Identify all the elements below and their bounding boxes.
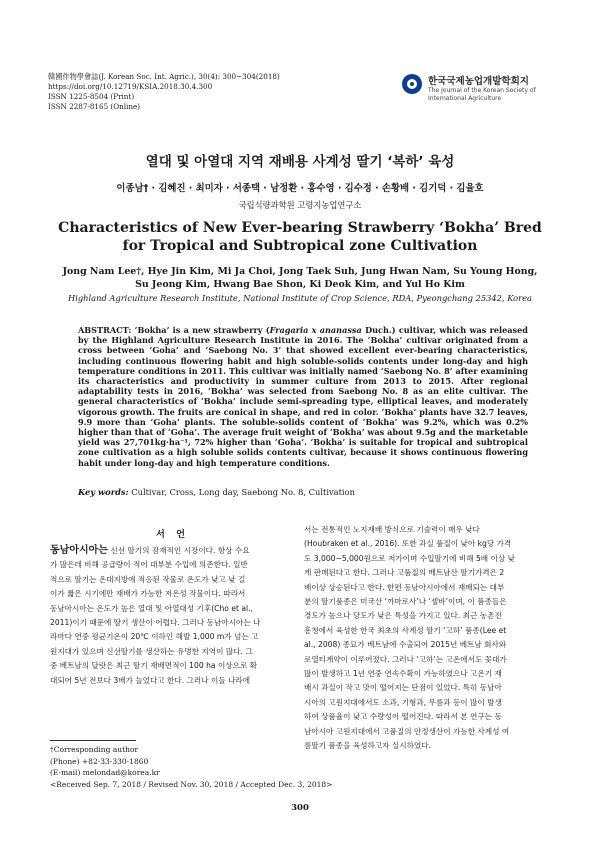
- abstract-label: ABSTRACT:: [78, 325, 132, 335]
- body-line: 분의 딸기품종은 미국산 ‘까마로사’나 ‘셀바’이며, 이 품종들은: [304, 597, 507, 607]
- body-line: 동남아시아는 온도가 높은 열대 및 아열대성 기후(Cho et al.,: [50, 603, 253, 613]
- body-line: 중 베트남의 달랏은 최근 딸기 재배면적이 100 ha 이상으로 확: [50, 661, 258, 671]
- author-phone: (Phone) +82-33-330-1860: [50, 756, 149, 766]
- society-name-korean: 한국국제농업개발학회지: [428, 76, 529, 87]
- citation-block: [48, 72, 280, 112]
- keywords: [78, 487, 528, 497]
- society-name-english: The Journal of the Korean Society of International Agriculture: [428, 87, 536, 102]
- species-name: Fragaria x ananassa: [269, 325, 362, 335]
- english-affiliation: Highland Agriculture Research Institute, National Institute of Crop Science, RDA, Pyeongchang 25342, Korea: [67, 293, 533, 303]
- english-authors-line: Su Jeong Kim, Hwang Bae Shon, Ki Deok Kim, and Yul Ho Kim: [135, 278, 465, 290]
- keywords-text: Cultivar, Cross, Long day, Saebong No. 8, Cultivation: [131, 487, 355, 497]
- journal-citation: 韓國作物學會誌(J. Korean Soc. Int. Agric.), 30(4): 300~304(2018): [48, 72, 280, 81]
- body-line: 원지대가 있으며 신선딸기를 생산하는 유명한 지역이 많다. 그: [50, 646, 253, 656]
- body-line: 대되어 5년 전보다 3배가 늘었다고 한다. 그러나 이들 나라에: [50, 675, 251, 685]
- body-line: al., 2008) 종묘가 베트남에 수출되어 2015년 베트남 회사와: [304, 640, 507, 650]
- abstract: [78, 325, 528, 468]
- right-column: [304, 523, 552, 754]
- body-line: 도 3,000~5,000원으로 저가이며 수입딸기에 비해 5배 이상 낮: [304, 553, 515, 563]
- english-authors: [0, 266, 600, 291]
- body-line: 많이 발생하고 1년 연중 연속수확이 가능하였으나 고온기 재: [304, 669, 502, 679]
- body-line: 하여 상품율이 낮고 수량성이 떨어진다. 따라서 본 연구는 동: [304, 712, 502, 722]
- korean-authors: 이종남† · 김혜진 · 최미자 · 서종택 · 남정환 · 홍수영 · 김수정 · 손황배 · 김기덕 · 김율호: [116, 183, 484, 194]
- left-column: [50, 544, 298, 688]
- body-line: 시아의 고원지대에서도 소과, 기형과, 무름과 등이 많이 발생: [304, 697, 502, 707]
- body-line: 배시 과실이 작고 맛이 떨어지는 단점이 있었다. 특히 동남아: [304, 683, 502, 693]
- english-title-line: Characteristics of New Ever-bearing Strawberry ‘Bokha’ Bred: [58, 220, 542, 236]
- body-line: 경도가 높으나 당도가 낮은 특성을 가지고 있다. 최근 농촌진: [304, 611, 502, 621]
- body-line: 가 많은데 비해 공급량이 적어 대부분 수입에 의존한다. 일반: [50, 560, 248, 570]
- korean-title: 열대 및 아열대 지역 재배용 사계성 딸기 ‘복하’ 육성: [145, 154, 455, 170]
- body-line: 이가 짧은 시기에만 재배가 가능한 저온성 작물이다. 따라서: [50, 589, 246, 599]
- corresponding-author: †Corresponding author: [50, 745, 139, 754]
- body-line: 남아시아 고원지대에서 고품질의 안정생산이 가능한 사계성 여: [304, 726, 510, 736]
- issn-print: ISSN 1225-8504 (Print): [48, 92, 135, 101]
- author-email[interactable]: (E-mail) melondad@korea.kr: [50, 768, 160, 777]
- issn-online: ISSN 2287-8165 (Online): [48, 102, 141, 111]
- footnote-rule: [50, 740, 136, 741]
- society-branding: [402, 72, 552, 112]
- english-title-line: for Tropical and Subtropical zone Cultivation: [122, 238, 478, 254]
- body-line: 로열티계약이 이루어졌다. 그러나 ‘고하’는 고온에서도 꽃대가: [304, 654, 507, 664]
- body-line: 배이상 상승된다고 한다. 한편 동남아시아에서 재배되는 대부: [304, 582, 505, 592]
- body-line: (Houbraken et al., 2016). 또한 과실 품질이 낮아 kg당 가격: [304, 539, 512, 549]
- keywords-label: Key words:: [78, 487, 129, 497]
- lead-word: 동남아시아는: [50, 545, 108, 556]
- page-number: 300: [291, 803, 309, 813]
- body-line: 2011)이기 때문에 딸기 생산이 어렵다. 그러나 동남아시아는 나: [50, 618, 261, 628]
- society-emblem-icon: [402, 74, 422, 94]
- body-line: 게 판매된다고 한다. 그러나 고품질의 베트남산 딸기가격은 2: [304, 568, 505, 578]
- body-text: 신선 딸기의 잠재적인 시장이다. 항상 수요: [107, 546, 250, 555]
- section-heading: 서 언: [156, 529, 189, 540]
- body-line: 적으로 딸기는 온대지방에 적응된 작물로 온도가 낮고 낮 길: [50, 574, 246, 584]
- korean-affiliation: 국립식량과학원 고령지농업연구소: [238, 200, 362, 210]
- body-line: 라마다 연중 평균기온이 20℃ 이하인 해발 1,000 m가 넘는 고: [50, 632, 259, 642]
- journal-header: [48, 72, 552, 120]
- body-line: 서는 전통적인 노지재배 방식으로 기술력이 매우 낮다: [304, 525, 480, 534]
- english-authors-line: Jong Nam Lee†, Hye Jin Kim, Mi Ja Choi, Jong Taek Suh, Jung Hwan Nam, Su Young Hong,: [62, 266, 538, 277]
- body-line: 름딸기 품종을 육성하고자 실시하였다.: [304, 741, 432, 751]
- english-title: [0, 219, 600, 255]
- body-line: 흥청에서 육성한 한국 최초의 사계성 딸기 ‘고하’ 품종(Lee et: [304, 625, 507, 635]
- abstract-text: ‘Bokha’ is a new strawberry (: [134, 325, 270, 335]
- abstract-text: Duch.) cultivar, which was released by the Highland Agriculture Research Institute in 2016. The ‘Bokha’ cultivar originated from a cross between ‘Goha’ and ‘Saebong No. 3’ that showed excellent ever-bearing characteristics, including continuous flowering habit and high soluble-solids contents under long-day and high temperature conditions in 2011. This cultivar was initially named ‘Saebong No. 8’ after examining its characteristics and productivity in summer culture from 2013 to 2015. After regional adaptability tests in 2016, ‘Bokha’ was selected from Saebong No. 8 as an elite cultivar. The general characteristics of ‘Bokha’ include semi-spreading type, elliptical leaves, and moderately vigorous growth. The fruits are conical in shape, and red in color. ‘Bokha’ plants have 32.7 leaves, 9.9 more than ‘Goha’ plants. The soluble-solids content of ‘Bokha’ was 9.2%, which was 0.2% higher than that of ‘Goha’. The average fruit weight of ‘Bokha’ was about 9.5g and the marketable yield was 27,701kg·ha⁻¹, 72% higher than ‘Goha’. ‘Bokha’ is suitable for tropical and subtropical zone cultivation as a high soluble solids contents cultivar, because it shows continuous flowering habit under long-day and high temperature conditions.: [78, 325, 528, 468]
- footnote: [50, 744, 332, 790]
- body-line: [50, 544, 298, 558]
- manuscript-dates: <Received Sep. 7, 2018 / Revised Nov. 30, 2018 / Accepted Dec. 3, 2018>: [50, 779, 333, 789]
- doi-link[interactable]: https://doi.org/10.12719/KSIA.2018.30.4.300: [48, 82, 213, 91]
